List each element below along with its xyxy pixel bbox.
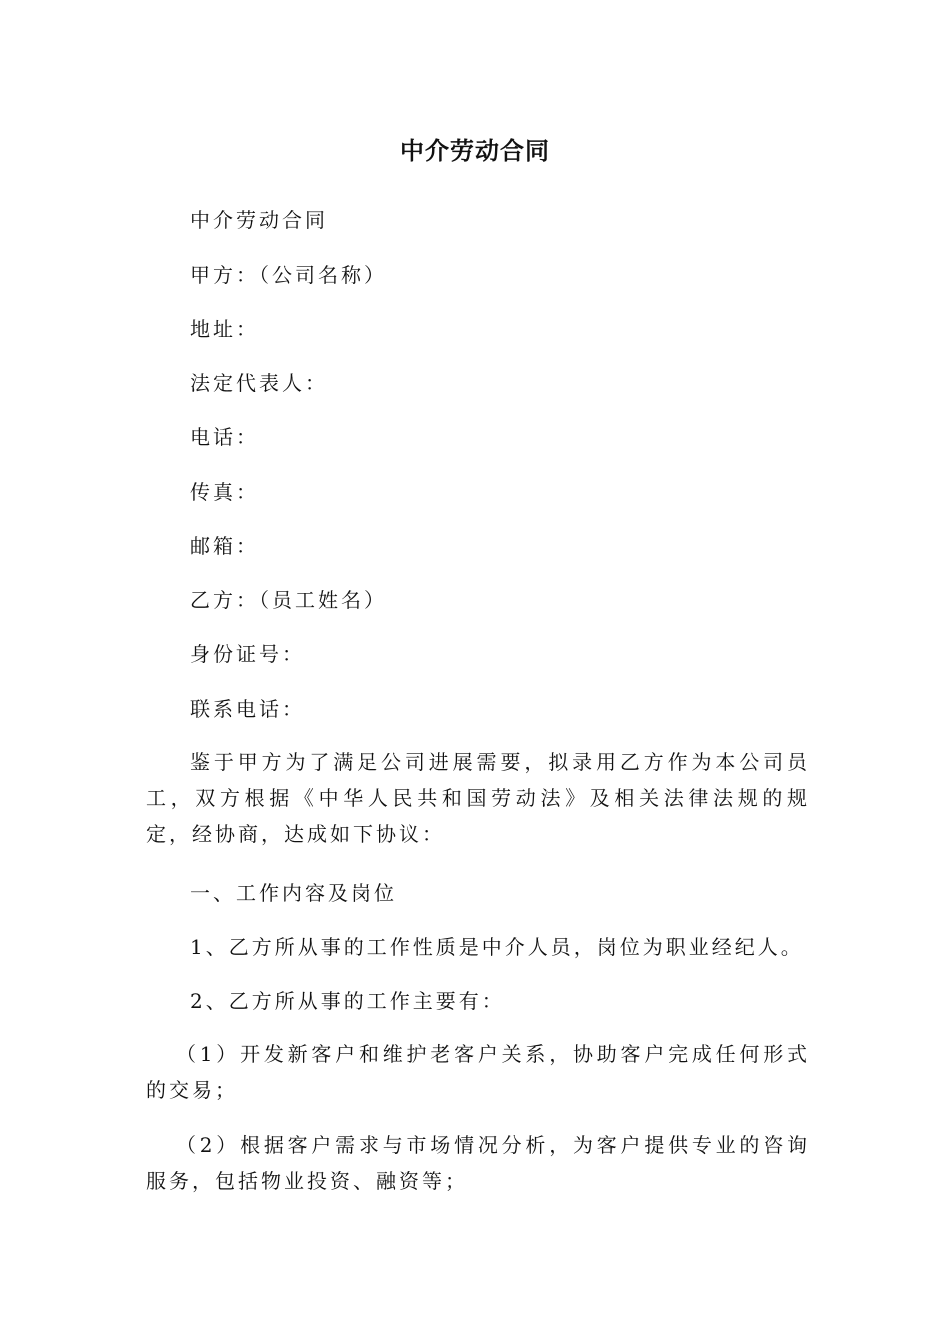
address-line: 地址： (190, 317, 259, 341)
fax-line: 传真： (190, 480, 259, 504)
section-heading-work-content: 一、工作内容及岗位 (190, 881, 397, 905)
email-line: 邮箱： (190, 534, 259, 558)
id-number-line: 身份证号： (190, 642, 305, 666)
contact-phone-line: 联系电话： (190, 697, 305, 721)
legal-representative-line: 法定代表人： (190, 371, 328, 395)
contract-name-line: 中介劳动合同 (190, 208, 328, 232)
clause-2: 2、乙方所从事的工作主要有： (190, 989, 505, 1013)
clause-1: 1、乙方所从事的工作性质是中介人员，岗位为职业经纪人。 (190, 935, 804, 959)
sub-clause-2: （2）根据客户需求与市场情况分析，为客户提供专业的咨询服务，包括物业投资、融资等； (146, 1133, 810, 1193)
phone-line: 电话： (190, 425, 259, 449)
intro-paragraph: 鉴于甲方为了满足公司进展需要，拟录用乙方作为本公司员工，双方根据《中华人民共和国劳动法》及相关法律法规的规定，经协商，达成如下协议： (146, 750, 810, 846)
party-b-line: 乙方：（员工姓名） (190, 588, 387, 612)
sub-clause-1: （1）开发新客户和维护老客户关系，协助客户完成任何形式的交易； (146, 1042, 810, 1102)
document-title: 中介劳动合同 (400, 137, 550, 165)
party-a-line: 甲方：（公司名称） (190, 263, 387, 287)
